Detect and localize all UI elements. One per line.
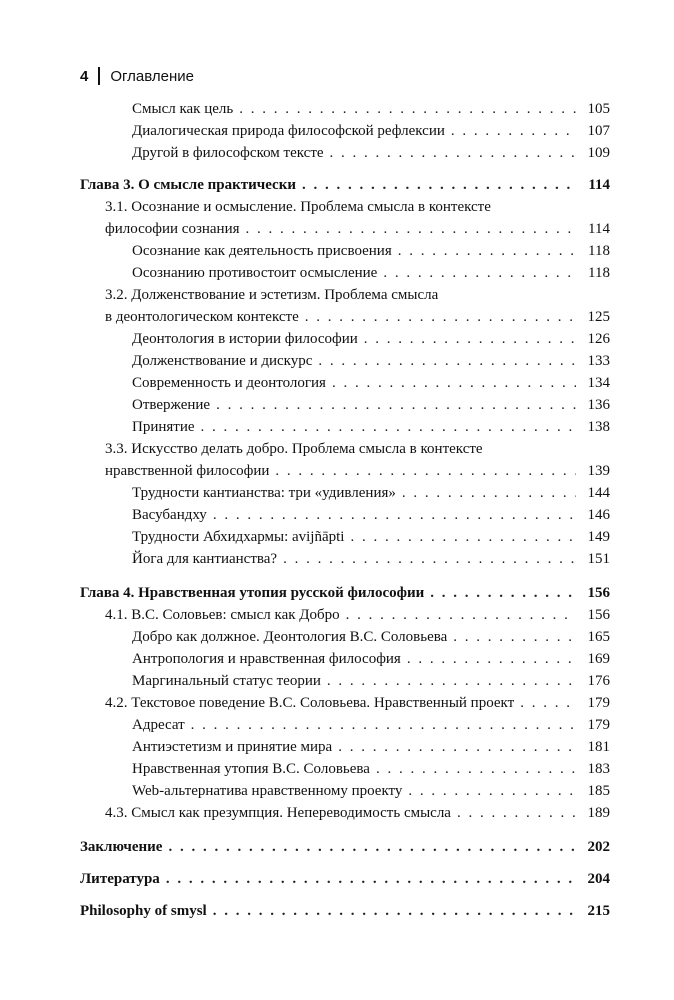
toc-entry-page: 204 bbox=[587, 871, 610, 887]
toc-entry bbox=[80, 262, 610, 284]
toc-entry-page: 126 bbox=[587, 331, 610, 347]
toc-chapter-label: Литература bbox=[80, 871, 160, 887]
toc-chapter-label: Глава 4. Нравственная утопия русской философии bbox=[80, 585, 425, 601]
toc-section-label: нравственной философии bbox=[105, 463, 270, 479]
toc-entry-page: 144 bbox=[587, 485, 610, 501]
toc-entry-label: Современность и деонтология bbox=[132, 375, 326, 391]
dot-leader bbox=[201, 416, 576, 438]
toc-section-label: 4.3. Смысл как презумпция. Непереводимость смысла bbox=[105, 805, 451, 821]
toc-entry-label: Нравственная утопия В.С. Соловьева bbox=[132, 761, 370, 777]
toc-entry-label: Антиэстетизм и принятие мира bbox=[132, 739, 333, 755]
toc-section bbox=[80, 306, 610, 328]
toc-entry-label: Принятие bbox=[132, 419, 195, 435]
toc-entry-page: 183 bbox=[587, 761, 610, 777]
toc-entry bbox=[80, 504, 610, 526]
toc-entry bbox=[80, 526, 610, 548]
toc-entry-label: Смысл как цель bbox=[132, 101, 234, 117]
toc-section bbox=[80, 604, 610, 626]
toc-entry-page: 176 bbox=[587, 673, 610, 689]
toc-section bbox=[80, 218, 610, 240]
toc-entry-page: 105 bbox=[587, 101, 610, 117]
toc-entry-label: Web-альтернатива нравственному проекту bbox=[132, 783, 403, 799]
toc-entry-page: 179 bbox=[587, 695, 610, 711]
dot-leader bbox=[350, 526, 576, 548]
dot-leader bbox=[383, 262, 576, 284]
toc-entry bbox=[80, 648, 610, 670]
toc-section-label: 4.2. Текстовое поведение В.С. Соловьева. Нравственный проект bbox=[105, 695, 515, 711]
toc-chapter bbox=[80, 900, 610, 922]
dot-leader bbox=[216, 394, 576, 416]
dot-leader bbox=[166, 868, 576, 890]
toc-section-label: в деонтологическом контексте bbox=[105, 309, 299, 325]
toc-entry-page: 133 bbox=[587, 353, 610, 369]
toc-entry-page: 107 bbox=[587, 123, 610, 139]
toc-section bbox=[80, 692, 610, 714]
dot-leader bbox=[376, 758, 576, 780]
dot-leader bbox=[453, 626, 576, 648]
toc-entry bbox=[80, 328, 610, 350]
toc-entry-page: 181 bbox=[587, 739, 610, 755]
toc-section-line: 3.3. Искусство делать добро. Проблема смысла в контексте bbox=[105, 441, 483, 457]
toc-chapter bbox=[80, 582, 610, 604]
dot-leader bbox=[302, 174, 576, 196]
toc-entry-label: Долженствование и дискурс bbox=[132, 353, 313, 369]
toc-entry-page: 156 bbox=[587, 585, 610, 601]
dot-leader bbox=[451, 120, 576, 142]
dot-leader bbox=[275, 460, 576, 482]
toc-chapter-label: Philosophy of smysl bbox=[80, 903, 207, 919]
toc-chapter-label: Заключение bbox=[80, 839, 163, 855]
toc-entry-page: 169 bbox=[587, 651, 610, 667]
toc-entry-label: Йога для кантианства? bbox=[132, 551, 278, 567]
toc-entry bbox=[80, 714, 610, 736]
toc-entry-page: 146 bbox=[587, 507, 610, 523]
dot-leader bbox=[408, 780, 576, 802]
toc-entry-page: 114 bbox=[588, 221, 610, 237]
dot-leader bbox=[239, 98, 576, 120]
toc-entry-page: 125 bbox=[587, 309, 610, 325]
toc-entry-page: 109 bbox=[587, 145, 610, 161]
dot-leader bbox=[364, 328, 576, 350]
toc-entry bbox=[80, 142, 610, 164]
toc-entry-page: 118 bbox=[588, 265, 610, 281]
toc-entry bbox=[80, 394, 610, 416]
toc-entry-page: 151 bbox=[587, 551, 610, 567]
toc-entry-label: Осознание как деятельность присвоения bbox=[132, 243, 392, 259]
dot-leader bbox=[305, 306, 576, 328]
toc-section-label: философии сознания bbox=[105, 221, 240, 237]
dot-leader bbox=[327, 670, 576, 692]
dot-leader bbox=[213, 900, 576, 922]
table-of-contents bbox=[80, 98, 610, 922]
toc-entry bbox=[80, 350, 610, 372]
toc-entry-page: 179 bbox=[587, 717, 610, 733]
toc-entry bbox=[80, 482, 610, 504]
toc-entry bbox=[80, 626, 610, 648]
dot-leader bbox=[338, 736, 576, 758]
toc-entry bbox=[80, 736, 610, 758]
toc-entry-page: 156 bbox=[587, 607, 610, 623]
toc-entry-label: Добро как должное. Деонтология В.С. Соловьева bbox=[132, 629, 448, 645]
toc-entry bbox=[80, 548, 610, 570]
dot-leader bbox=[168, 836, 576, 858]
toc-entry-page: 215 bbox=[587, 903, 610, 919]
toc-entry-page: 118 bbox=[588, 243, 610, 259]
toc-entry-page: 165 bbox=[587, 629, 610, 645]
toc-entry-page: 185 bbox=[587, 783, 610, 799]
toc-entry-label: Адресат bbox=[132, 717, 185, 733]
dot-leader bbox=[457, 802, 576, 824]
toc-entry-page: 202 bbox=[587, 839, 610, 855]
dot-leader bbox=[318, 350, 576, 372]
toc-chapter bbox=[80, 836, 610, 858]
dot-leader bbox=[283, 548, 576, 570]
toc-entry-page: 189 bbox=[587, 805, 610, 821]
header-divider bbox=[98, 67, 100, 85]
dot-leader bbox=[332, 372, 576, 394]
toc-entry-label: Трудности Абхидхармы: avijñāpti bbox=[132, 529, 345, 545]
dot-leader bbox=[520, 692, 576, 714]
toc-entry-page: 139 bbox=[587, 463, 610, 479]
toc-entry bbox=[80, 758, 610, 780]
dot-leader bbox=[407, 648, 576, 670]
toc-entry bbox=[80, 120, 610, 142]
toc-entry-label: Антропология и нравственная философия bbox=[132, 651, 401, 667]
dot-leader bbox=[330, 142, 576, 164]
dot-leader bbox=[430, 582, 576, 604]
page-title: Оглавление bbox=[110, 67, 194, 85]
toc-section-label: 4.1. В.С. Соловьев: смысл как Добро bbox=[105, 607, 340, 623]
toc-chapter-label: Глава 3. О смысле практически bbox=[80, 177, 296, 193]
toc-entry bbox=[80, 780, 610, 802]
toc-section bbox=[80, 460, 610, 482]
toc-chapter bbox=[80, 174, 610, 196]
toc-chapter bbox=[80, 868, 610, 890]
toc-entry-label: Деонтология в истории философии bbox=[132, 331, 358, 347]
toc-section bbox=[80, 802, 610, 824]
dot-leader bbox=[246, 218, 576, 240]
toc-section-line: 3.2. Долженствование и эстетизм. Проблема смысла bbox=[105, 287, 439, 303]
toc-entry-label: Трудности кантианства: три «удивления» bbox=[132, 485, 396, 501]
toc-entry bbox=[80, 416, 610, 438]
dot-leader bbox=[402, 482, 576, 504]
toc-entry-page: 138 bbox=[587, 419, 610, 435]
toc-entry bbox=[80, 372, 610, 394]
toc-entry-label: Васубандху bbox=[132, 507, 207, 523]
toc-section-line: 3.1. Осознание и осмысление. Проблема смысла в контексте bbox=[105, 199, 491, 215]
toc-entry-page: 149 bbox=[587, 529, 610, 545]
running-head bbox=[80, 66, 194, 86]
toc-entry-label: Отвержение bbox=[132, 397, 211, 413]
dot-leader bbox=[213, 504, 576, 526]
toc-entry-page: 134 bbox=[587, 375, 610, 391]
toc-entry-label: Осознанию противостоит осмысление bbox=[132, 265, 378, 281]
dot-leader bbox=[398, 240, 576, 262]
toc-entry-page: 114 bbox=[588, 177, 610, 193]
toc-entry-label: Маргинальный статус теории bbox=[132, 673, 321, 689]
toc-entry bbox=[80, 240, 610, 262]
toc-entry-page: 136 bbox=[587, 397, 610, 413]
toc-entry-label: Диалогическая природа философской рефлексии bbox=[132, 123, 445, 139]
toc-entry bbox=[80, 98, 610, 120]
page-number: 4 bbox=[80, 67, 89, 85]
dot-leader bbox=[191, 714, 576, 736]
dot-leader bbox=[346, 604, 576, 626]
toc-entry-label: Другой в философском тексте bbox=[132, 145, 324, 161]
toc-entry bbox=[80, 670, 610, 692]
